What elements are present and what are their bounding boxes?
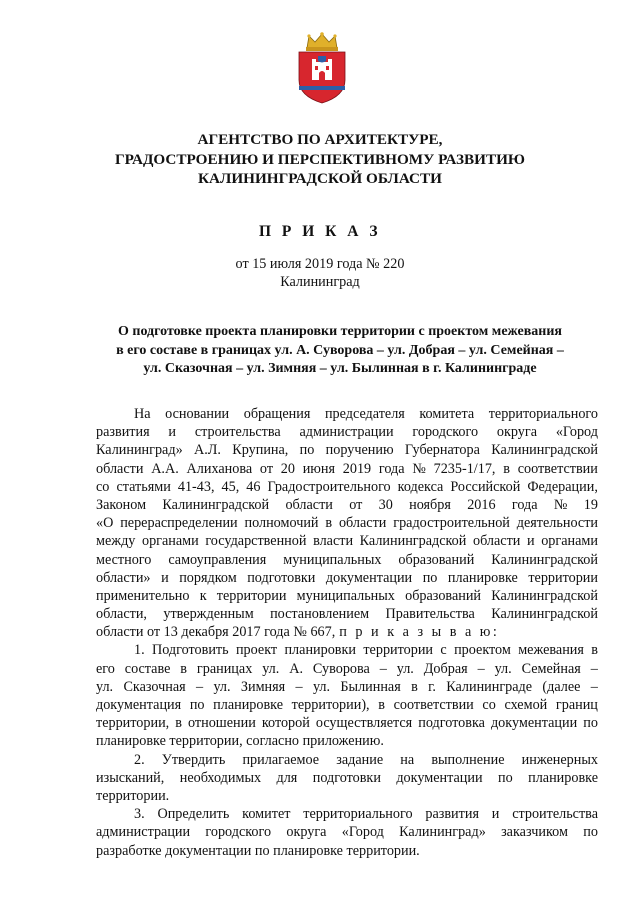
word: проектом [454,642,511,659]
word: области [472,533,521,550]
word: по [422,569,438,586]
word: Законом [96,496,147,513]
word: Калининградской [491,587,598,604]
word: 30 [378,496,393,513]
word: органами [541,533,598,550]
paragraph-line [96,805,598,823]
agency-line: ГРАДОСТРОЕНИЮ И ПЕРСПЕКТИВНОМУ РАЗВИТИЮ [114,150,525,168]
word: полномочий [244,515,319,532]
paragraph-line [96,405,598,423]
word: государственной [205,533,307,550]
word: Калининградской [491,551,598,568]
word: 2016 [467,496,496,513]
word: Подготовить [152,642,229,659]
word: планировке [447,569,518,586]
word: Калининградской [162,496,270,513]
word: со [96,478,110,495]
word: администрации [299,424,394,441]
order-date-number: от 15 июля 2019 года № 220 [235,256,405,272]
word: самоуправления [168,551,267,568]
paragraph-line [96,460,598,478]
word: в [411,678,418,695]
word: подготовки [247,569,316,586]
word: области [338,515,387,532]
word: органами [141,533,199,550]
word: городского [205,824,272,841]
word: области, [96,606,147,623]
word: А. [289,660,304,677]
word: муниципальных [296,587,395,604]
word: комитета [419,406,475,422]
word: года [511,496,538,513]
word: Зимняя [240,678,286,695]
word: в [325,515,333,532]
paragraph-line [96,769,598,787]
word: подготовка [418,715,485,732]
word: На [134,406,151,422]
word: Алиханова [186,460,253,477]
word: на [400,751,415,768]
word: схемой [504,697,548,713]
word: порядком [179,569,237,586]
word: перераспределении [120,515,238,532]
word: территории [216,587,287,604]
paragraph-line [96,569,598,587]
word: кодекса [397,478,444,495]
word: А.А. [151,460,179,477]
word: постановлением [270,606,370,623]
word: 2. [134,751,145,768]
word: документации [396,769,483,786]
word: подготовки [312,769,381,786]
word: в [175,715,182,732]
word: «Город [555,424,598,441]
word: «О [96,515,114,532]
word: градостроительной [393,515,510,532]
word: по [299,442,315,459]
word: 7235-1/17, [433,460,496,477]
paragraph-basis-last-line [96,623,598,641]
word: Суворова [312,660,370,677]
word: 45, [221,478,240,495]
order-meta [0,255,640,291]
word: строительства [194,424,281,441]
word: Градостроительного [267,478,391,495]
subject-line: О подготовке проекта планировки территории с проектом межевания [117,324,562,339]
word: и [491,806,500,823]
paragraph-line [96,532,598,550]
word: Калининград» [399,824,486,841]
paragraph-line [96,441,598,459]
word: – [590,678,598,695]
order-body [96,405,598,860]
word: администрации [96,824,191,841]
word: 3. [134,806,145,823]
word: № [553,496,568,513]
word: – [477,660,485,677]
paragraph-item-1 [96,641,598,732]
paragraph-line [96,678,598,696]
word: 2019 [342,460,372,477]
word: Семейная [521,660,581,677]
word: составе [124,660,171,677]
paragraph-basis [96,405,598,623]
word: развития [96,424,150,441]
subject-line: ул. Сказочная – ул. Зимняя – ул. Былинная в г. Калининграде [143,361,537,376]
word: межевания [518,642,584,659]
word: проект [235,642,278,659]
word: Калининградской [491,606,598,623]
word: территории [363,642,434,659]
word: планировки [284,642,356,659]
word: деятельности [516,515,598,532]
word: ноября [409,496,451,513]
word: года [378,460,405,477]
word: от [259,460,274,477]
agency-line: АГЕНТСТВО ПО АРХИТЕКТУРЕ, [197,131,443,148]
word: «Город [341,824,384,841]
word: ул. [312,678,331,695]
paragraph-line [96,696,598,714]
word: осуществляется [315,715,413,732]
word: границах [196,660,253,677]
word: между [96,533,136,550]
paragraph-item-1-last-line: планировке территории, согласно приложению. [96,733,384,750]
word: задание [336,751,384,768]
word: которой [261,715,310,732]
word: в [180,660,187,677]
word: округа [286,824,327,841]
word: документации [490,715,578,732]
word: для [276,769,298,786]
word: прилагаемое [242,751,320,768]
word: июня [302,460,336,477]
word: – [295,678,303,695]
order-subject [80,323,600,379]
word: утвержденным [163,606,254,623]
word: Калининградской [359,533,467,550]
word: документации [325,569,413,586]
word: в [503,460,510,477]
subject-line: в его составе в границах ул. А. Суворова – ул. Добрая – ул. Семейная – [116,342,564,358]
paragraph-item-2 [96,751,598,787]
word: (далее [542,678,581,695]
word: от [349,496,363,513]
word: ул. [262,660,280,677]
paragraph-line [96,751,598,769]
word: Определить [157,806,230,823]
agency-line: КАЛИНИНГРАДСКОЙ ОБЛАСТИ [198,170,442,187]
word: территориального [303,806,413,823]
word: выполнение [431,751,505,768]
word: заказчиком [501,824,568,841]
word: ул. [213,678,231,695]
word: ул. [494,660,512,677]
word: власти [313,533,354,550]
word: в [378,697,385,713]
paragraph-item-2-last-line: территории. [96,787,170,804]
word: г. [428,678,436,695]
word: Калининградской [491,442,598,459]
word: – [196,678,204,695]
word: территории), [291,697,370,713]
word: Утвердить [161,751,226,768]
paragraph-line [96,478,598,496]
paragraph-line [96,496,598,514]
paragraph-line [96,605,598,623]
word: соответствии [393,697,474,713]
paragraph-line [96,423,598,441]
kaliningrad-coat-of-arms-icon [295,32,349,104]
word: муниципальных [283,551,382,568]
word: области [285,496,333,513]
word: инженерных [521,751,598,768]
word: отношении [188,715,256,732]
word: и [161,569,169,586]
word: 41-43, [177,478,215,495]
word: территориального [488,406,598,422]
word: обращения [243,406,311,422]
word: Калининград» [96,442,183,459]
word: территории [528,569,598,586]
paragraph-line [96,641,598,659]
word: – [379,660,387,677]
word: с [440,642,447,659]
word: 20 [280,460,295,477]
word: городского [412,424,479,441]
agency-name [60,130,580,189]
word: по [498,769,513,786]
word: документация [96,697,182,713]
word: – [590,660,598,677]
word: местного [96,551,152,568]
paragraph-item-3-last-line: разработке документации по планировке территории. [96,842,420,859]
word: Добрая [423,660,468,677]
word: 19 [583,496,598,513]
word: Былинная [340,678,401,695]
word: Правительства [385,606,475,623]
word: Калининграде [446,678,533,695]
word: образований [398,551,475,568]
word: Сказочная [123,678,186,695]
word: А.Л. [193,442,221,459]
word: области» [96,569,151,586]
word: развития [425,806,479,823]
word: территории, [96,715,170,732]
order-city: Калининград [280,274,360,290]
paragraph-item-3 [96,805,598,841]
word: и [168,424,177,441]
word: поручению [325,442,394,459]
word: его [96,660,115,677]
word: применительно [96,587,190,604]
word: комитет [242,806,291,823]
word: в [591,642,598,659]
word: необходимых [179,769,262,786]
word: по [583,715,598,732]
word: к [199,587,207,604]
word: 1. [134,642,145,659]
word: Губернатора [404,442,480,459]
paragraph-line [96,514,598,532]
word: ул. [96,678,114,695]
paragraph-line [96,587,598,605]
word: со [482,697,496,713]
word: соответствии [517,460,598,477]
paragraph-line [96,551,598,569]
word: изысканий, [96,769,165,786]
word: Федерации, [527,478,598,495]
word: по [583,824,598,841]
word: планировке [528,769,598,786]
paragraph-line [96,714,598,732]
word: Российской [450,478,521,495]
word: председателя [324,406,405,422]
word: области [96,460,144,477]
word: и [527,533,535,550]
word: статьями [116,478,171,495]
word: планировке [213,697,284,713]
word: основании [165,406,230,422]
word: строительства [512,806,598,823]
word: границ [555,697,598,713]
word: 46 [246,478,261,495]
word: ул. [396,660,414,677]
word: Крупина, [232,442,289,459]
paragraph-line [96,660,598,678]
word: № [412,460,426,477]
paragraph-line-text: области от 13 декабря 2017 года № 667, [96,624,336,641]
paragraph-line [96,823,598,841]
order-title: П Р И К А З [258,223,382,240]
word: по [189,697,205,713]
word: округа [496,424,537,441]
word: образований [405,587,482,604]
order-keyword: п р и к а з ы в а ю: [339,624,500,641]
